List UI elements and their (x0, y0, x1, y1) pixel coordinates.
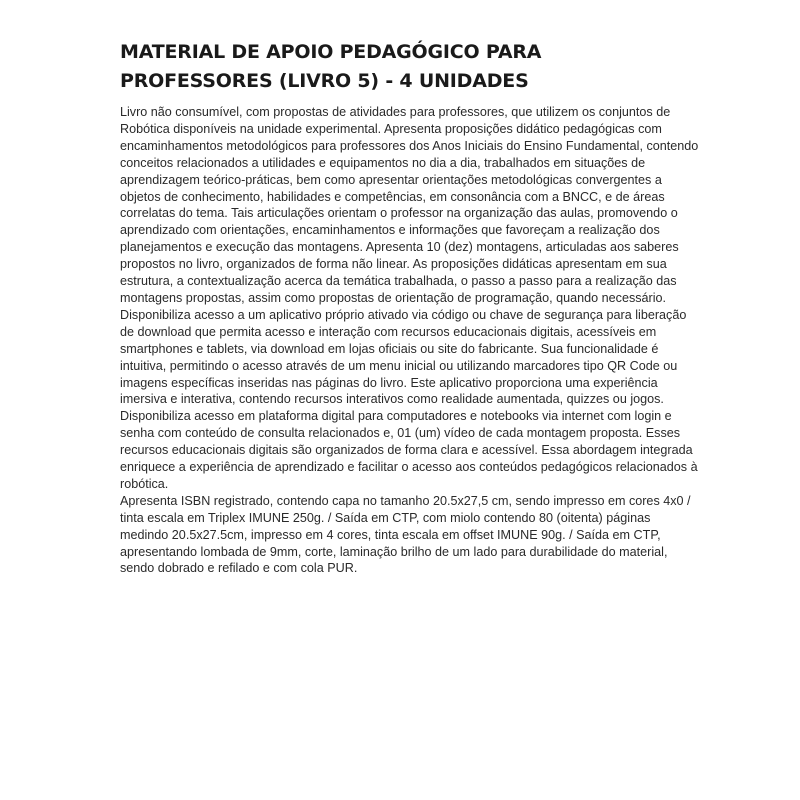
document-title: MATERIAL DE APOIO PEDAGÓGICO PARA PROFESSORES (LIVRO 5) - 4 UNIDADES (120, 41, 542, 92)
specification-paragraph: Apresenta ISBN registrado, contendo capa no tamanho 20.5x27,5 cm, sendo impresso em cores 4x0 / tinta escala em Triplex IMUNE 250g. / Saída em CTP, com miolo contendo 80 (oitenta) páginas medindo 20.5x27.5cm, impresso em 4 cores, tinta escala em offset IMUNE 90g. / Saída em CTP, apresentando lombada de 9mm, corte, laminação brilho de um lado para durabilidade do material, sendo dobrado e refilado e com cola PUR. (120, 493, 691, 576)
description-paragraph: Livro não consumível, com propostas de atividades para professores, que utilizem os conjuntos de Robótica disponíveis na unidade experimental. Apresenta proposições didático pedagógicas com encaminhamentos metodológicos para professores dos Anos Iniciais do Ensino Fundamental, contendo conceitos relacionados a utilidades e equipamentos no dia a dia, trabalhados em situações de aprendizagem teórico-práticas, bem como apresentar orientações metodológicas convergentes a objetos de conhecimento, habilidades e competências, em consonância com a BNCC, e de áreas correlatas do tema. Tais articulações orientam o professor na organização das aulas, promovendo o aprendizado com orientações, encaminhamentos e informações que favoreçam a realização dos planejamentos e execução das montagens. Apresenta 10 (dez) montagens, articuladas aos saberes propostos no livro, organizados de forma não linear. As proposições didáticas apresentam em sua estrutura, a contextualização acerca da temática trabalhada, o passo a passo para a realização das montagens propostas, assim como propostas de orientação de programação, quando necessário. Disponibiliza acesso a um aplicativo próprio ativado via código ou chave de segurança para liberação de download que permita acesso e interação com recursos educacionais digitais, acessíveis em smartphones e tablets, via download em lojas oficiais ou site do fabricante. Sua funcionalidade é intuitiva, permitindo o acesso através de um menu inicial ou utilizando marcadores tipo QR Code ou imagens específicas inseridas nas páginas do livro. Este aplicativo proporciona uma experiência imersiva e interativa, contendo recursos interativos como realidade aumentada, quizzes ou jogos. Disponibiliza acesso em plataforma digital para computadores e notebooks via internet com login e senha com conteúdo de consulta relacionados e, 01 (um) vídeo de cada montagem proposta. Esses recursos educacionais digitais são organizados de forma clara e acessível. Essa abordagem integrada enriquece a experiência de aprendizado e facilitar o acesso aos conteúdos pedagógicos relacionados à robótica. (120, 105, 699, 491)
document (120, 38, 700, 577)
